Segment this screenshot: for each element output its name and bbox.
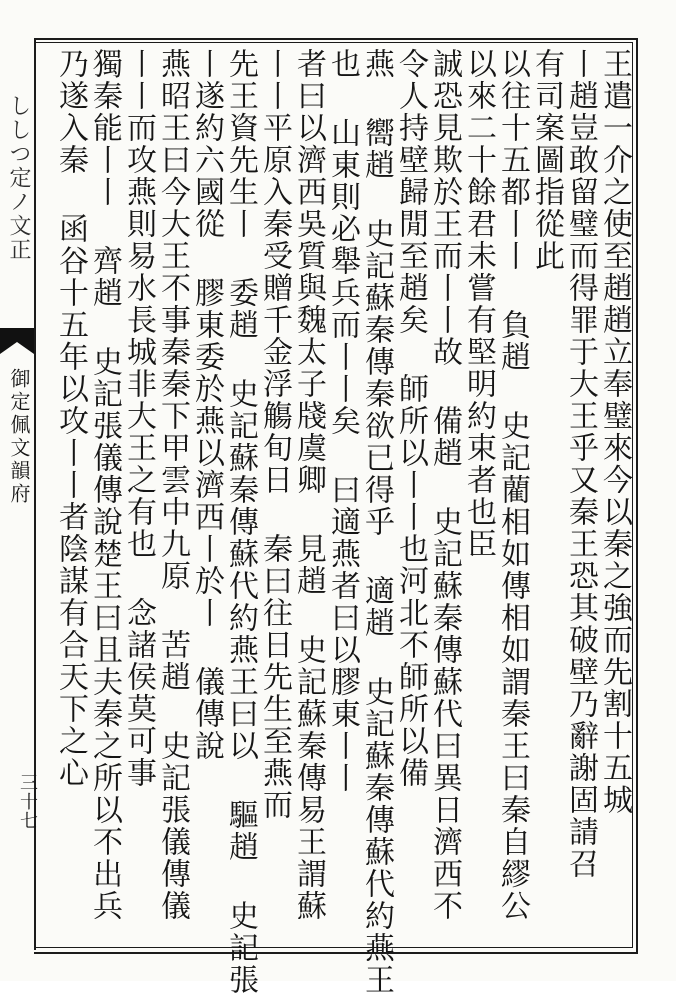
- text-column: 先王資先生丨 委趙 史記蘇秦傳蘇代約燕王曰以 驅趙 史記張: [223, 48, 258, 996]
- text-column: 王遣一介之使至趙趙立奉璧來今以秦之強而先割十五城: [597, 48, 632, 816]
- text-column: 令人持壁歸閒至趙矣 師所以丨丨也河北不師所以備: [393, 48, 428, 789]
- text-column: 以來二十餘君未嘗有堅明約束者也臣: [461, 48, 496, 560]
- fish-tail-mark-icon: [0, 328, 34, 354]
- margin-top-text: ししつ定ノ文正: [6, 94, 31, 262]
- text-column: 丨遂約六國從 膠東委於燕以濟西丨於丨 儀傳說: [189, 48, 224, 762]
- text-column: 也 山東則必舉兵而丨丨矣 曰適燕者曰以膠東丨丨: [325, 48, 360, 794]
- text-column: 燕昭王曰今大王不事秦秦下甲雲中九原 苦趙 史記張儀傳儀: [155, 48, 190, 922]
- text-column: 有司案圖指從此: [529, 48, 564, 272]
- book-title: 御定佩文韻府: [7, 368, 31, 506]
- text-column: 誠恐見欺於王而丨丨故 備趙 史記蘇秦傳蘇代曰異日濟西不: [427, 48, 462, 922]
- text-column: 獨秦能丨丨 齊趙 史記張儀傳說楚王曰且夫秦之所以不出兵: [87, 48, 122, 922]
- text-column: 者曰以濟西吳質與魏太子牋虞卿 見趙 史記蘇秦傳易王謂蘇: [291, 48, 326, 922]
- text-column: 丨丨而攻燕則易水長城非大王之有也 念諸侯莫可事: [121, 48, 156, 789]
- text-column: 燕 嚮趙 史記蘇秦傳秦欲已得乎 適趙 史記蘇秦傳蘇代約燕王: [359, 48, 394, 996]
- text-column: 丨趙豈敢留璧而得罪于大王乎又秦王恐其破壁乃辭謝固請召: [563, 48, 598, 880]
- page-number: 三十七: [17, 773, 38, 830]
- text-column: 丨丨平原入秦受贈千金浮觴旬日 秦曰往日先生至燕而: [257, 48, 292, 821]
- text-column: 乃遂入秦 函谷十五年以攻丨丨者陰謀有合天下之心: [53, 48, 88, 789]
- text-column: 以往十五都丨丨 負趙 史記藺相如傳相如謂秦王曰秦自繆公: [495, 48, 530, 922]
- page-margin: [0, 38, 36, 950]
